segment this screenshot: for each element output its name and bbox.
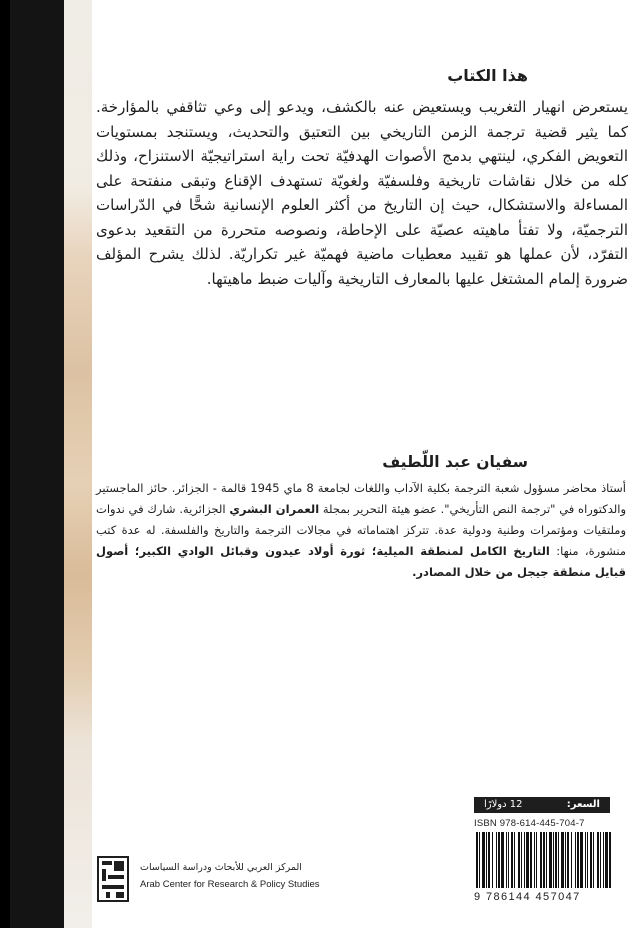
barcode-bar	[590, 832, 592, 888]
barcode-bar	[575, 832, 576, 888]
barcode-bar	[555, 832, 557, 888]
barcode-bar	[605, 832, 608, 888]
barcode-bar	[540, 832, 542, 888]
author-books: التاريخ الكامل لمنطقة الميلية؛ ثورة أولاد عيدون وقبائل الوادي الكبير؛ أصول قبايل منطقة جيجل من خلال المصادر.	[96, 544, 626, 579]
barcode-bar	[536, 832, 537, 888]
barcode-bar	[577, 832, 579, 888]
barcode-bar	[593, 832, 594, 888]
publisher-logo-icon	[96, 855, 130, 903]
barcode-bar	[514, 832, 515, 888]
parchment-strip	[64, 0, 92, 928]
barcode-bar	[508, 832, 509, 888]
barcode-bar	[546, 832, 547, 888]
author-bio	[96, 478, 626, 583]
publisher-name-arabic: المركز العربي للأبحاث ودراسة السياسات	[140, 862, 302, 873]
barcode-bar	[479, 832, 480, 888]
barcode-bar	[585, 832, 586, 888]
barcode-bar	[587, 832, 588, 888]
journal-name: العمران البشري	[229, 502, 320, 516]
barcode-digits: 9 786144 457047	[474, 891, 581, 903]
cover-shadow	[0, 0, 10, 928]
about-heading: هذا الكتاب	[447, 66, 528, 85]
barcode-bar	[526, 832, 529, 888]
barcode-bar	[565, 832, 566, 888]
barcode	[474, 832, 612, 888]
author-name: سفيان عبد اللّطيف	[382, 453, 528, 471]
author-bio-part-1: أستاذ محاضر مسؤول شعبة الترجمة بكلية الآداب واللغات لجامعة 8 ماي 1945 قالمة - الجزائر. حائز الماجستير والدكتوراه في "ترجمة النص التأريخي". عضو هيئة التحرير بمجلة	[96, 481, 626, 516]
barcode-bar	[486, 832, 487, 888]
barcode-bar	[496, 832, 497, 888]
barcode-bar	[501, 832, 504, 888]
barcode-bar	[567, 832, 569, 888]
barcode-bar	[530, 832, 532, 888]
barcode-bar	[580, 832, 583, 888]
barcode-bar	[521, 832, 522, 888]
barcode-bar	[482, 832, 485, 888]
publisher-name-english: Arab Center for Research & Policy Studies	[140, 879, 320, 890]
author-bio-part-2: الجزائرية. شارك في ندوات وملتقيات ومؤتمرات وطنية ودولية عدة. تتركز اهتماماته في مجالات الترجمة والتاريخ والفلسفة. له عدة كتب منشورة، منها:	[96, 502, 626, 558]
barcode-bar	[549, 832, 552, 888]
barcode-bar	[571, 832, 572, 888]
barcode-bar	[597, 832, 599, 888]
barcode-bar	[553, 832, 554, 888]
barcode-bar	[488, 832, 490, 888]
barcode-bar	[543, 832, 545, 888]
isbn-text: ISBN 978-614-445-704-7	[474, 818, 585, 829]
barcode-bar	[534, 832, 535, 888]
barcode-bar	[561, 832, 564, 888]
barcode-bar	[506, 832, 507, 888]
barcode-bar	[558, 832, 559, 888]
barcode-bar	[492, 832, 493, 888]
barcode-bar	[600, 832, 601, 888]
barcode-bar	[518, 832, 520, 888]
about-paragraph: يستعرض انهيار التغريب ويستعيض عنه بالكشف، ويدعو إلى وعي تثاقفي بالمؤارخة. كما يثير قضية ترجمة الزمن التاريخي بين التعتيق والتحديث، ويستنجد بمستويات التعويض الفكري، لينتهي بدمج الأصوات الهدفيّة تحت راية استراتيجيّة الاستنزاح، وذلك كله من خلال نقاشات تاريخية وفلسفيّة ولغويّة تستهدف الإقناع وتبقى منفتحة على المساءلة والاستشكال، حيث إن التاريخ من أكثر العلوم الإنسانية شحًّا في الدّراسات الترجميّة، ولا تفتأ ماهيته عصيّة على الإحاطة، ونصوصه متحررة من التقعيد بدعوى التفرّد، لأن عملها هو تقييد معطيات ماضية فهميّة غير تكراريّة. لذلك يشرح المؤلف ضرورة إلمام المشتغل عليها بالمعارف التاريخية وآليات ضبط ماهيتها.	[96, 98, 628, 288]
barcode-bar	[524, 832, 525, 888]
barcode-bar	[609, 832, 611, 888]
price-label: السعر:	[566, 799, 600, 810]
price-tag	[474, 797, 610, 813]
barcode-bar	[603, 832, 604, 888]
price-value: 12 دولارًا	[484, 799, 523, 810]
barcode-bar	[511, 832, 513, 888]
barcode-bar	[476, 832, 478, 888]
barcode-bar	[498, 832, 500, 888]
